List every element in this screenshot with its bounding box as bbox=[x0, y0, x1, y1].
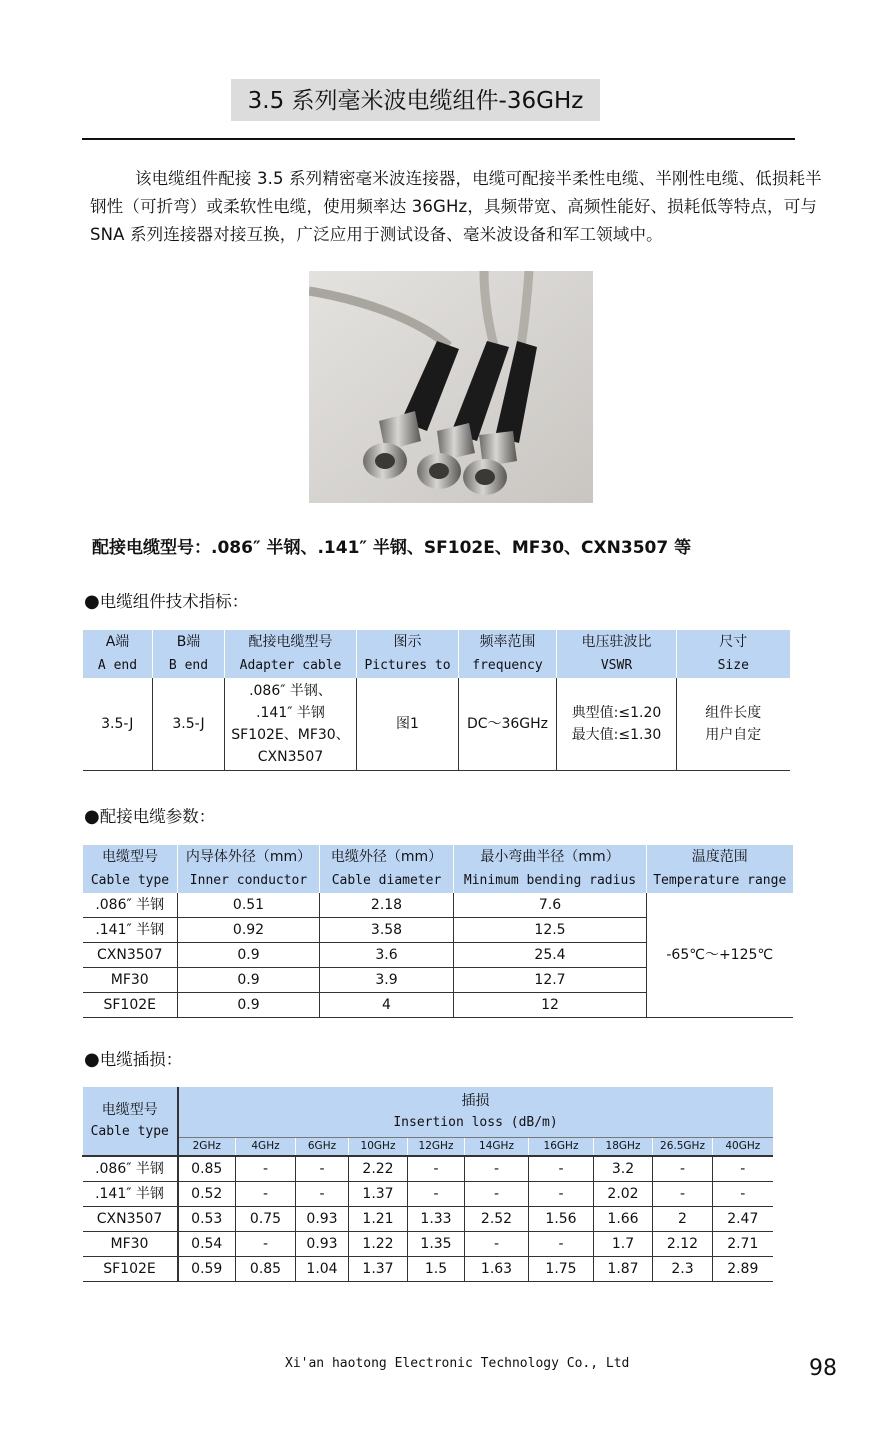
cell: 2.3 bbox=[653, 1257, 713, 1282]
spec-header-cn: 电压驻波比 bbox=[557, 630, 677, 654]
section-heading-cable bbox=[84, 803, 215, 827]
cell-line: 组件长度 bbox=[705, 705, 762, 721]
bullet-icon: ● bbox=[84, 806, 100, 827]
loss-type-header bbox=[83, 1087, 178, 1156]
cell: 4 bbox=[320, 993, 454, 1018]
cell: - bbox=[408, 1182, 465, 1207]
cell: - bbox=[236, 1182, 296, 1207]
header-en: Insertion loss (dB/m) bbox=[393, 1115, 558, 1130]
cell: 2.18 bbox=[320, 893, 454, 918]
cell: 7.6 bbox=[454, 893, 647, 918]
spec-frequency: DC～36GHz bbox=[459, 678, 557, 771]
cell-line: .141″ 半钢 bbox=[256, 705, 325, 721]
spec-vswr bbox=[557, 678, 677, 771]
cell: 0.75 bbox=[236, 1207, 296, 1232]
spec-header-cn: 频率范围 bbox=[459, 630, 557, 654]
cell: 2.47 bbox=[713, 1207, 773, 1232]
temperature-range: -65℃～+125℃ bbox=[647, 893, 793, 1018]
frequency-header: 40GHz bbox=[713, 1138, 773, 1157]
section-label: 电缆组件技术指标： bbox=[99, 592, 249, 611]
cell: .086″ 半钢 bbox=[83, 893, 178, 918]
section-heading-spec bbox=[84, 588, 248, 612]
cell: - bbox=[296, 1156, 349, 1182]
frequency-header: 2GHz bbox=[178, 1138, 236, 1157]
cell: 0.93 bbox=[296, 1207, 349, 1232]
cell: - bbox=[408, 1156, 465, 1182]
table-row bbox=[83, 1156, 773, 1182]
spec-header-en: Adapter cable bbox=[225, 654, 357, 678]
table-row bbox=[83, 1232, 773, 1257]
spec-header-cn: B端 bbox=[153, 630, 225, 654]
cable-header-cn: 温度范围 bbox=[647, 845, 793, 869]
cell: - bbox=[653, 1182, 713, 1207]
spec-adapter-cable bbox=[225, 678, 357, 771]
frequency-header: 4GHz bbox=[236, 1138, 296, 1157]
insertion-loss-table bbox=[82, 1087, 773, 1282]
cell-line: CXN3507 bbox=[257, 749, 324, 765]
spec-header-en: Pictures to bbox=[357, 654, 459, 678]
page-number: 98 bbox=[809, 1356, 837, 1381]
cell: - bbox=[296, 1182, 349, 1207]
cell: - bbox=[713, 1156, 773, 1182]
cell: 1.37 bbox=[349, 1182, 408, 1207]
cell: - bbox=[465, 1232, 529, 1257]
cell: SF102E bbox=[83, 993, 178, 1018]
adapter-models-line: 配接电缆型号：.086″ 半钢、.141″ 半钢、SF102E、MF30、CXN3507 等 bbox=[92, 538, 692, 558]
cell: 0.92 bbox=[178, 918, 320, 943]
spec-size bbox=[677, 678, 790, 771]
cell: - bbox=[529, 1156, 594, 1182]
cell: 0.54 bbox=[178, 1232, 236, 1257]
cell: .086″ 半钢 bbox=[83, 1156, 178, 1182]
cell: - bbox=[465, 1182, 529, 1207]
spec-header-en: B end bbox=[153, 654, 225, 678]
cell: 0.85 bbox=[236, 1257, 296, 1282]
spec-header-cn: 尺寸 bbox=[677, 630, 790, 654]
frequency-header: 18GHz bbox=[594, 1138, 653, 1157]
frequency-header: 14GHz bbox=[465, 1138, 529, 1157]
cell: 0.9 bbox=[178, 993, 320, 1018]
spec-header-cn: A端 bbox=[83, 630, 153, 654]
cell: 0.9 bbox=[178, 968, 320, 993]
cell: 0.51 bbox=[178, 893, 320, 918]
cable-header-cn: 电缆型号 bbox=[83, 845, 178, 869]
cell: 0.9 bbox=[178, 943, 320, 968]
frequency-header: 10GHz bbox=[349, 1138, 408, 1157]
cell: MF30 bbox=[83, 1232, 178, 1257]
cell: - bbox=[529, 1182, 594, 1207]
cell: 1.63 bbox=[465, 1257, 529, 1282]
cell: 1.21 bbox=[349, 1207, 408, 1232]
cell: MF30 bbox=[83, 968, 178, 993]
cell: CXN3507 bbox=[83, 1207, 178, 1232]
cell: 0.85 bbox=[178, 1156, 236, 1182]
frequency-header: 26.5GHz bbox=[653, 1138, 713, 1157]
section-label: 电缆插损： bbox=[99, 1050, 183, 1069]
header-cn: 电缆型号 bbox=[101, 1102, 158, 1118]
header-cn: 插损 bbox=[461, 1093, 490, 1109]
cell: 1.87 bbox=[594, 1257, 653, 1282]
cell: CXN3507 bbox=[83, 943, 178, 968]
spec-header-cn: 图示 bbox=[357, 630, 459, 654]
cell: 3.2 bbox=[594, 1156, 653, 1182]
cell: - bbox=[236, 1232, 296, 1257]
cell: 1.56 bbox=[529, 1207, 594, 1232]
cell-line: SF102E、MF30、 bbox=[231, 727, 350, 743]
cell: .141″ 半钢 bbox=[83, 918, 178, 943]
cable-params-table bbox=[82, 845, 793, 1018]
cell: 3.6 bbox=[320, 943, 454, 968]
frequency-header: 12GHz bbox=[408, 1138, 465, 1157]
cell: 0.52 bbox=[178, 1182, 236, 1207]
cell: 1.04 bbox=[296, 1257, 349, 1282]
table-row bbox=[83, 1182, 773, 1207]
table-row bbox=[83, 1207, 773, 1232]
cell: 1.7 bbox=[594, 1232, 653, 1257]
footer-company: Xi'an haotong Electronic Technology Co., Ltd bbox=[285, 1356, 630, 1371]
spec-a-end: 3.5-J bbox=[83, 678, 153, 771]
page-title: 3.5 系列毫米波电缆组件-36GHz bbox=[247, 88, 584, 114]
cell: 1.75 bbox=[529, 1257, 594, 1282]
title-rule bbox=[82, 138, 795, 140]
cell: 1.37 bbox=[349, 1257, 408, 1282]
intro-paragraph: 该电缆组件配接 3.5 系列精密毫米波连接器，电缆可配接半柔性电缆、半刚性电缆、低损耗半钢性（可折弯）或柔软性电缆，使用频率达 36GHz，具频带宽、高频性能好、损耗低等特点，可与 SNA 系列连接器对接互换，广泛应用于测试设备、毫米波设备和军工领域中。 bbox=[90, 169, 822, 244]
frequency-header: 16GHz bbox=[529, 1138, 594, 1157]
spec-header-cn: 配接电缆型号 bbox=[225, 630, 357, 654]
cell: - bbox=[465, 1156, 529, 1182]
cell: - bbox=[653, 1156, 713, 1182]
spec-header-en: VSWR bbox=[557, 654, 677, 678]
cell: 2 bbox=[653, 1207, 713, 1232]
cell: 0.93 bbox=[296, 1232, 349, 1257]
cell: 12 bbox=[454, 993, 647, 1018]
cable-header-cn: 内导体外径（mm） bbox=[178, 845, 320, 869]
section-heading-loss bbox=[84, 1046, 182, 1070]
cell: 1.35 bbox=[408, 1232, 465, 1257]
cell: .141″ 半钢 bbox=[83, 1182, 178, 1207]
cell-line: 最大值:≤1.30 bbox=[571, 727, 662, 743]
cell: 2.12 bbox=[653, 1232, 713, 1257]
cell: 1.5 bbox=[408, 1257, 465, 1282]
cell: 1.22 bbox=[349, 1232, 408, 1257]
cell: 3.58 bbox=[320, 918, 454, 943]
table-row bbox=[83, 1257, 773, 1282]
cell: 25.4 bbox=[454, 943, 647, 968]
cable-header-cn: 电缆外径（mm） bbox=[320, 845, 454, 869]
cell: 1.66 bbox=[594, 1207, 653, 1232]
cable-header-en: Inner conductor bbox=[178, 869, 320, 893]
cell: - bbox=[236, 1156, 296, 1182]
cable-header-en: Temperature range bbox=[647, 869, 793, 893]
cell: 0.53 bbox=[178, 1207, 236, 1232]
cable-header-en: Cable diameter bbox=[320, 869, 454, 893]
cable-header-cn: 最小弯曲半径（mm） bbox=[454, 845, 647, 869]
bullet-icon: ● bbox=[84, 591, 100, 612]
frequency-header: 6GHz bbox=[296, 1138, 349, 1157]
table-row bbox=[83, 893, 793, 918]
cell: 2.89 bbox=[713, 1257, 773, 1282]
spec-table bbox=[82, 630, 790, 771]
cell: 1.33 bbox=[408, 1207, 465, 1232]
cell: 12.5 bbox=[454, 918, 647, 943]
cell: 2.52 bbox=[465, 1207, 529, 1232]
cell: 2.71 bbox=[713, 1232, 773, 1257]
table-row bbox=[83, 678, 790, 771]
section-label: 配接电缆参数： bbox=[99, 807, 216, 826]
insertion-loss-header bbox=[178, 1087, 773, 1138]
cell: 2.22 bbox=[349, 1156, 408, 1182]
cell: SF102E bbox=[83, 1257, 178, 1282]
spec-b-end: 3.5-J bbox=[153, 678, 225, 771]
cell-line: 典型值:≤1.20 bbox=[571, 705, 662, 721]
cell: 0.59 bbox=[178, 1257, 236, 1282]
spec-header-en: frequency bbox=[459, 654, 557, 678]
cable-assembly-photo bbox=[309, 271, 593, 503]
cell: 2.02 bbox=[594, 1182, 653, 1207]
cell: - bbox=[713, 1182, 773, 1207]
cable-header-en: Cable type bbox=[83, 869, 178, 893]
spec-header-en: A end bbox=[83, 654, 153, 678]
cable-header-en: Minimum bending radius bbox=[454, 869, 647, 893]
cell: 3.9 bbox=[320, 968, 454, 993]
spec-picture: 图1 bbox=[357, 678, 459, 771]
cell: 12.7 bbox=[454, 968, 647, 993]
cell: - bbox=[529, 1232, 594, 1257]
spec-header-en: Size bbox=[677, 654, 790, 678]
bullet-icon: ● bbox=[84, 1049, 100, 1070]
cell-line: .086″ 半钢、 bbox=[249, 683, 332, 699]
header-en: Cable type bbox=[90, 1124, 169, 1139]
cell-line: 用户自定 bbox=[705, 727, 762, 743]
